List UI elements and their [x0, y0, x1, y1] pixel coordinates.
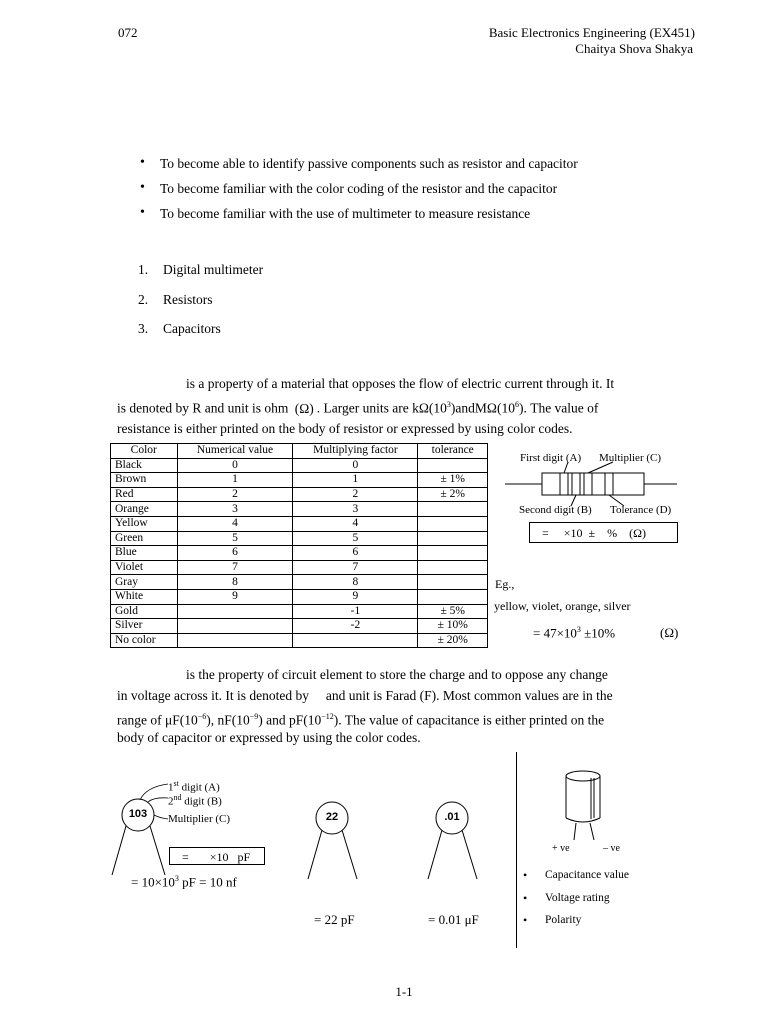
- resistance-text: . Larger units are: [316, 400, 409, 416]
- table-cell: [418, 531, 488, 546]
- table-cell: 7: [293, 560, 418, 575]
- cap3-code: .01: [444, 811, 460, 823]
- cap1-second-digit: [168, 793, 222, 808]
- table-header: Color: [111, 444, 178, 459]
- cap3-result: = 0.01 μF: [428, 912, 479, 927]
- table-cell: Blue: [111, 546, 178, 561]
- cap2-result: = 22 pF: [314, 912, 355, 927]
- pf-unit: ) and pF(10: [258, 712, 322, 728]
- equipment-label: Capacitors: [163, 321, 221, 336]
- table-cell: [418, 546, 488, 561]
- electrolytic-capacitor-icon: [560, 768, 640, 848]
- table-cell: [418, 458, 488, 473]
- table-row: [111, 458, 488, 473]
- digit-label: digit (A): [181, 781, 220, 794]
- digit-label: digit (B): [184, 795, 222, 808]
- header-course: Basic Electronics Engineering (EX451): [488, 25, 695, 40]
- positive-label: + ve: [552, 843, 570, 854]
- table-cell: 2: [177, 487, 293, 502]
- exponent: −9: [249, 712, 259, 721]
- table-cell: 1: [293, 473, 418, 488]
- resistance-line-3: resistance is either printed on the body of resistor or expressed by using color codes.: [117, 421, 573, 436]
- table-cell: 6: [293, 546, 418, 561]
- table-row: [111, 546, 488, 561]
- table-cell: ± 2%: [418, 487, 488, 502]
- table-cell: ± 5%: [418, 604, 488, 619]
- cap1-value: pF = 10 nf: [178, 874, 237, 890]
- table-cell: 8: [293, 575, 418, 590]
- ohm-symbol: (Ω): [294, 400, 314, 416]
- equipment-label: Resistors: [163, 291, 213, 307]
- cap1-first-digit: [168, 779, 220, 794]
- table-cell: Brown: [111, 473, 178, 488]
- table-cell: ± 10%: [418, 619, 488, 634]
- second-digit-label: Second digit (B): [519, 504, 592, 516]
- objective-item: • To become familiar with the use of multimeter to measure resistance: [137, 206, 697, 231]
- objective-item: • To become familiar with the color coding of the resistor and the capacitor: [137, 181, 697, 206]
- equipment-label: Digital multimeter: [163, 262, 264, 277]
- feature-item: • Capacitance value: [517, 869, 629, 892]
- header-code: 072: [118, 25, 138, 40]
- table-cell: 3: [177, 502, 293, 517]
- kohm-unit: kΩ(10: [412, 400, 447, 416]
- table-cell: [418, 516, 488, 531]
- table-cell: [418, 502, 488, 517]
- equipment-num: 3.: [138, 321, 149, 336]
- equipment-list: [138, 262, 263, 351]
- exponent: 3: [576, 625, 581, 634]
- capacitance-text: range of: [117, 712, 162, 728]
- equipment-num: 2.: [138, 291, 149, 307]
- table-cell: 6: [177, 546, 293, 561]
- objectives-list: [137, 156, 697, 231]
- cap-formula-box: = ×10 pF: [169, 847, 265, 865]
- table-cell: ± 20%: [418, 633, 488, 648]
- table-row: [111, 502, 488, 517]
- uf-unit: μF(10: [164, 712, 198, 728]
- color-code-table: [110, 443, 488, 648]
- table-header: Numerical value: [177, 444, 293, 459]
- exponent: −6: [197, 712, 207, 721]
- first-digit-label: First digit (A): [520, 452, 582, 464]
- table-row: [111, 560, 488, 575]
- table-cell: Gold: [111, 604, 178, 619]
- example-label: Eg.,: [495, 577, 515, 591]
- table-cell: 0: [293, 458, 418, 473]
- example-value: = 47×10: [533, 625, 577, 641]
- table-row: [111, 516, 488, 531]
- table-cell: Silver: [111, 619, 178, 634]
- cap1-code: 103: [128, 808, 148, 820]
- table-cell: Violet: [111, 560, 178, 575]
- table-cell: White: [111, 589, 178, 604]
- table-cell: Yellow: [111, 516, 178, 531]
- table-cell: [177, 604, 293, 619]
- equipment-item: [138, 292, 263, 322]
- example-result: [533, 625, 615, 641]
- table-row: [111, 633, 488, 648]
- table-cell: 2: [293, 487, 418, 502]
- feature-item: • Polarity: [517, 914, 629, 937]
- equipment-item: [138, 262, 263, 292]
- resistance-text: )and: [450, 400, 475, 416]
- table-header: Multiplying factor: [293, 444, 418, 459]
- example-tolerance: ±10%: [580, 625, 616, 641]
- resistor-icon: [505, 460, 685, 508]
- resistance-line-1: is a property of a material that opposes the flow of electric current through it. It: [186, 376, 615, 391]
- resistance-text: is denoted by R and unit is ohm: [117, 400, 289, 416]
- table-cell: Green: [111, 531, 178, 546]
- table-cell: 1: [177, 473, 293, 488]
- page-number: 1-1: [395, 984, 413, 999]
- table-cell: 4: [177, 516, 293, 531]
- table-cell: [418, 560, 488, 575]
- table-cell: 5: [177, 531, 293, 546]
- color-table-body: [111, 458, 488, 648]
- table-cell: No color: [111, 633, 178, 648]
- ordinal-suffix: st: [173, 779, 179, 788]
- objective-item: • To become able to identify passive components such as resistor and capacitor: [137, 156, 697, 181]
- resistor-formula-box: = ×10 ± % (Ω): [529, 522, 678, 543]
- mohm-unit: MΩ(10: [474, 400, 515, 416]
- feature-item: • Voltage rating: [517, 892, 629, 915]
- negative-label: – ve: [603, 843, 620, 854]
- example-colors: yellow, violet, orange, silver: [494, 599, 631, 613]
- table-cell: -2: [293, 619, 418, 634]
- resistance-line-2: [117, 394, 697, 419]
- capacitance-line-2: in voltage across it. It is denoted by and unit is Farad (F). Most common values are in the: [117, 688, 613, 703]
- table-cell: 4: [293, 516, 418, 531]
- cap1-multiplier: Multiplier (C): [168, 813, 231, 825]
- table-cell: Red: [111, 487, 178, 502]
- table-cell: [418, 575, 488, 590]
- table-cell: Black: [111, 458, 178, 473]
- cap1-result: [131, 874, 237, 890]
- table-cell: 5: [293, 531, 418, 546]
- table-row: [111, 487, 488, 502]
- table-cell: 0: [177, 458, 293, 473]
- table-row: [111, 575, 488, 590]
- exponent: 6: [514, 400, 519, 409]
- multiplier-label: Multiplier (C): [599, 452, 662, 464]
- cap1-value: = 10×10: [131, 874, 175, 890]
- table-cell: [177, 619, 293, 634]
- tolerance-label: Tolerance (D): [610, 504, 672, 516]
- ordinal-suffix: nd: [173, 793, 182, 802]
- table-cell: [418, 589, 488, 604]
- table-row: [111, 619, 488, 634]
- capacitor-features-list: [517, 869, 629, 937]
- equipment-num: 1.: [138, 262, 149, 277]
- exponent: 3: [174, 874, 179, 883]
- example-unit: (Ω): [660, 625, 679, 640]
- table-row: [111, 531, 488, 546]
- table-cell: 7: [177, 560, 293, 575]
- table-cell: 3: [293, 502, 418, 517]
- cap2-code: 22: [325, 811, 339, 823]
- table-row: [111, 604, 488, 619]
- table-cell: Orange: [111, 502, 178, 517]
- exponent: 3: [446, 400, 451, 409]
- digit-number: 2: [168, 795, 174, 808]
- exponent: −12: [321, 712, 334, 721]
- table-row: [111, 589, 488, 604]
- nf-unit: ), nF(10: [206, 712, 250, 728]
- table-header-row: [111, 444, 488, 459]
- table-cell: -1: [293, 604, 418, 619]
- table-cell: 9: [177, 589, 293, 604]
- equipment-item: [138, 321, 263, 351]
- resistance-text: ). The value of: [518, 400, 599, 416]
- table-cell: 9: [293, 589, 418, 604]
- header-author: Chaitya Shova Shakya: [575, 41, 693, 56]
- table-row: [111, 473, 488, 488]
- digit-number: 1: [168, 781, 174, 794]
- table-cell: [177, 633, 293, 648]
- table-cell: [293, 633, 418, 648]
- table-cell: 8: [177, 575, 293, 590]
- table-header: tolerance: [418, 444, 488, 459]
- table-cell: ± 1%: [418, 473, 488, 488]
- capacitance-text: ). The value of capacitance is either printed on the: [333, 712, 605, 728]
- table-cell: Gray: [111, 575, 178, 590]
- capacitance-line-4: body of capacitor or expressed by using the color codes.: [117, 730, 421, 745]
- capacitance-line-1: is the property of circuit element to store the charge and to oppose any change: [186, 667, 608, 682]
